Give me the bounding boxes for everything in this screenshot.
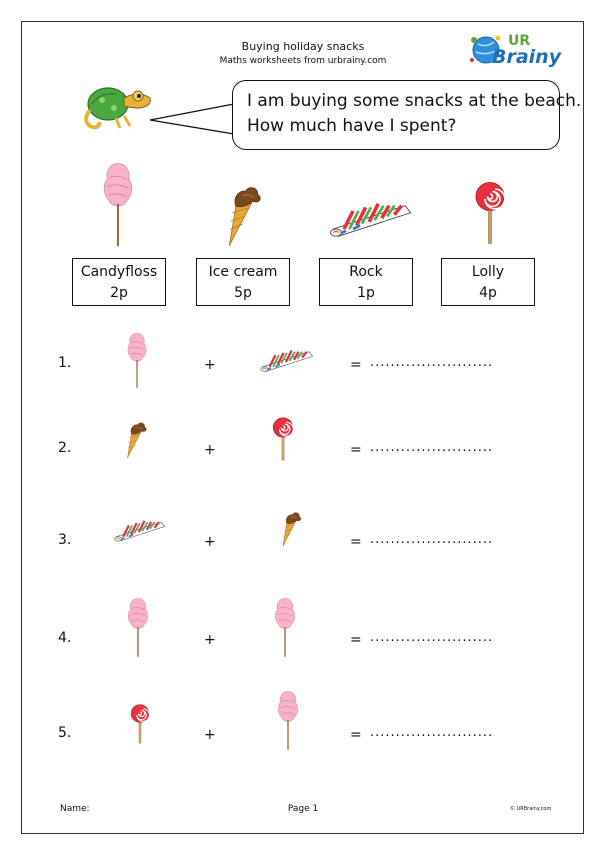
- plus-sign: +: [204, 357, 216, 373]
- ice-cream-icon: [122, 420, 152, 460]
- equals-sign: =: [350, 727, 362, 743]
- question-row: [0, 705, 606, 765]
- lolly-icon: [270, 416, 296, 462]
- logo-text-brainy: Brainy: [492, 46, 562, 68]
- worksheet-subtitle: Maths worksheets from urbrainy.com: [219, 56, 387, 66]
- equals-sign: =: [350, 632, 362, 648]
- candyfloss-icon: [122, 331, 152, 389]
- plus-sign: +: [204, 534, 216, 550]
- answer-blank[interactable]: ........................: [370, 440, 494, 455]
- answer-blank[interactable]: ........................: [370, 630, 494, 645]
- price-card-candyfloss: [72, 258, 166, 306]
- price-card-price: 4p: [479, 285, 497, 301]
- question-number: 1.: [58, 355, 72, 371]
- price-card-price: 2p: [110, 285, 128, 301]
- footer-name-label: Name:: [60, 804, 90, 814]
- rock-icon: [112, 512, 168, 550]
- question-number: 4.: [58, 630, 72, 646]
- question-number: 5.: [58, 725, 72, 741]
- plus-sign: +: [204, 632, 216, 648]
- answer-blank[interactable]: ........................: [370, 532, 494, 547]
- price-card-name: Ice cream: [208, 264, 278, 280]
- equals-sign: =: [350, 442, 362, 458]
- equals-sign: =: [350, 357, 362, 373]
- logo-text-ur: UR: [508, 33, 531, 49]
- question-row: [0, 610, 606, 670]
- ice-cream-icon: [222, 183, 268, 249]
- footer-copyright: © URBrainy.com: [510, 806, 552, 812]
- plus-sign: +: [204, 727, 216, 743]
- price-card-name: Lolly: [471, 264, 505, 280]
- question-row: [0, 420, 606, 480]
- candyfloss-icon: [273, 689, 303, 751]
- speech-bubble-tail: [150, 100, 240, 140]
- footer-page-number: Page 1: [287, 804, 319, 814]
- plus-sign: +: [204, 442, 216, 458]
- worksheet-title: Buying holiday snacks: [241, 40, 365, 53]
- price-card-price: 1p: [357, 285, 375, 301]
- rock-icon: [326, 190, 416, 250]
- price-card-rock: [319, 258, 413, 306]
- question-row: [0, 512, 606, 572]
- chameleon-mascot: [80, 80, 160, 135]
- question-number: 3.: [58, 532, 72, 548]
- answer-blank[interactable]: ........................: [370, 355, 494, 370]
- price-card-ice-cream: [196, 258, 290, 306]
- urbrainy-logo: [468, 30, 563, 70]
- price-card-name: Rock: [349, 264, 383, 280]
- question-row: [0, 335, 606, 395]
- speech-line-2: How much have I spent?: [247, 116, 457, 136]
- rock-icon: [258, 343, 316, 379]
- candyfloss-icon: [123, 596, 153, 658]
- equals-sign: =: [350, 534, 362, 550]
- question-number: 2.: [58, 440, 72, 456]
- candyfloss-icon: [270, 596, 300, 658]
- speech-bubble: [232, 80, 582, 150]
- ice-cream-icon: [278, 510, 306, 548]
- answer-blank[interactable]: ........................: [370, 725, 494, 740]
- candyfloss-icon: [98, 160, 138, 248]
- price-card-lolly: [441, 258, 535, 306]
- price-card-name: Candyfloss: [80, 264, 158, 280]
- speech-line-1: I am buying some snacks at the beach.: [247, 91, 582, 111]
- lolly-icon: [470, 180, 510, 246]
- price-card-price: 5p: [234, 285, 252, 301]
- lolly-icon: [128, 703, 152, 745]
